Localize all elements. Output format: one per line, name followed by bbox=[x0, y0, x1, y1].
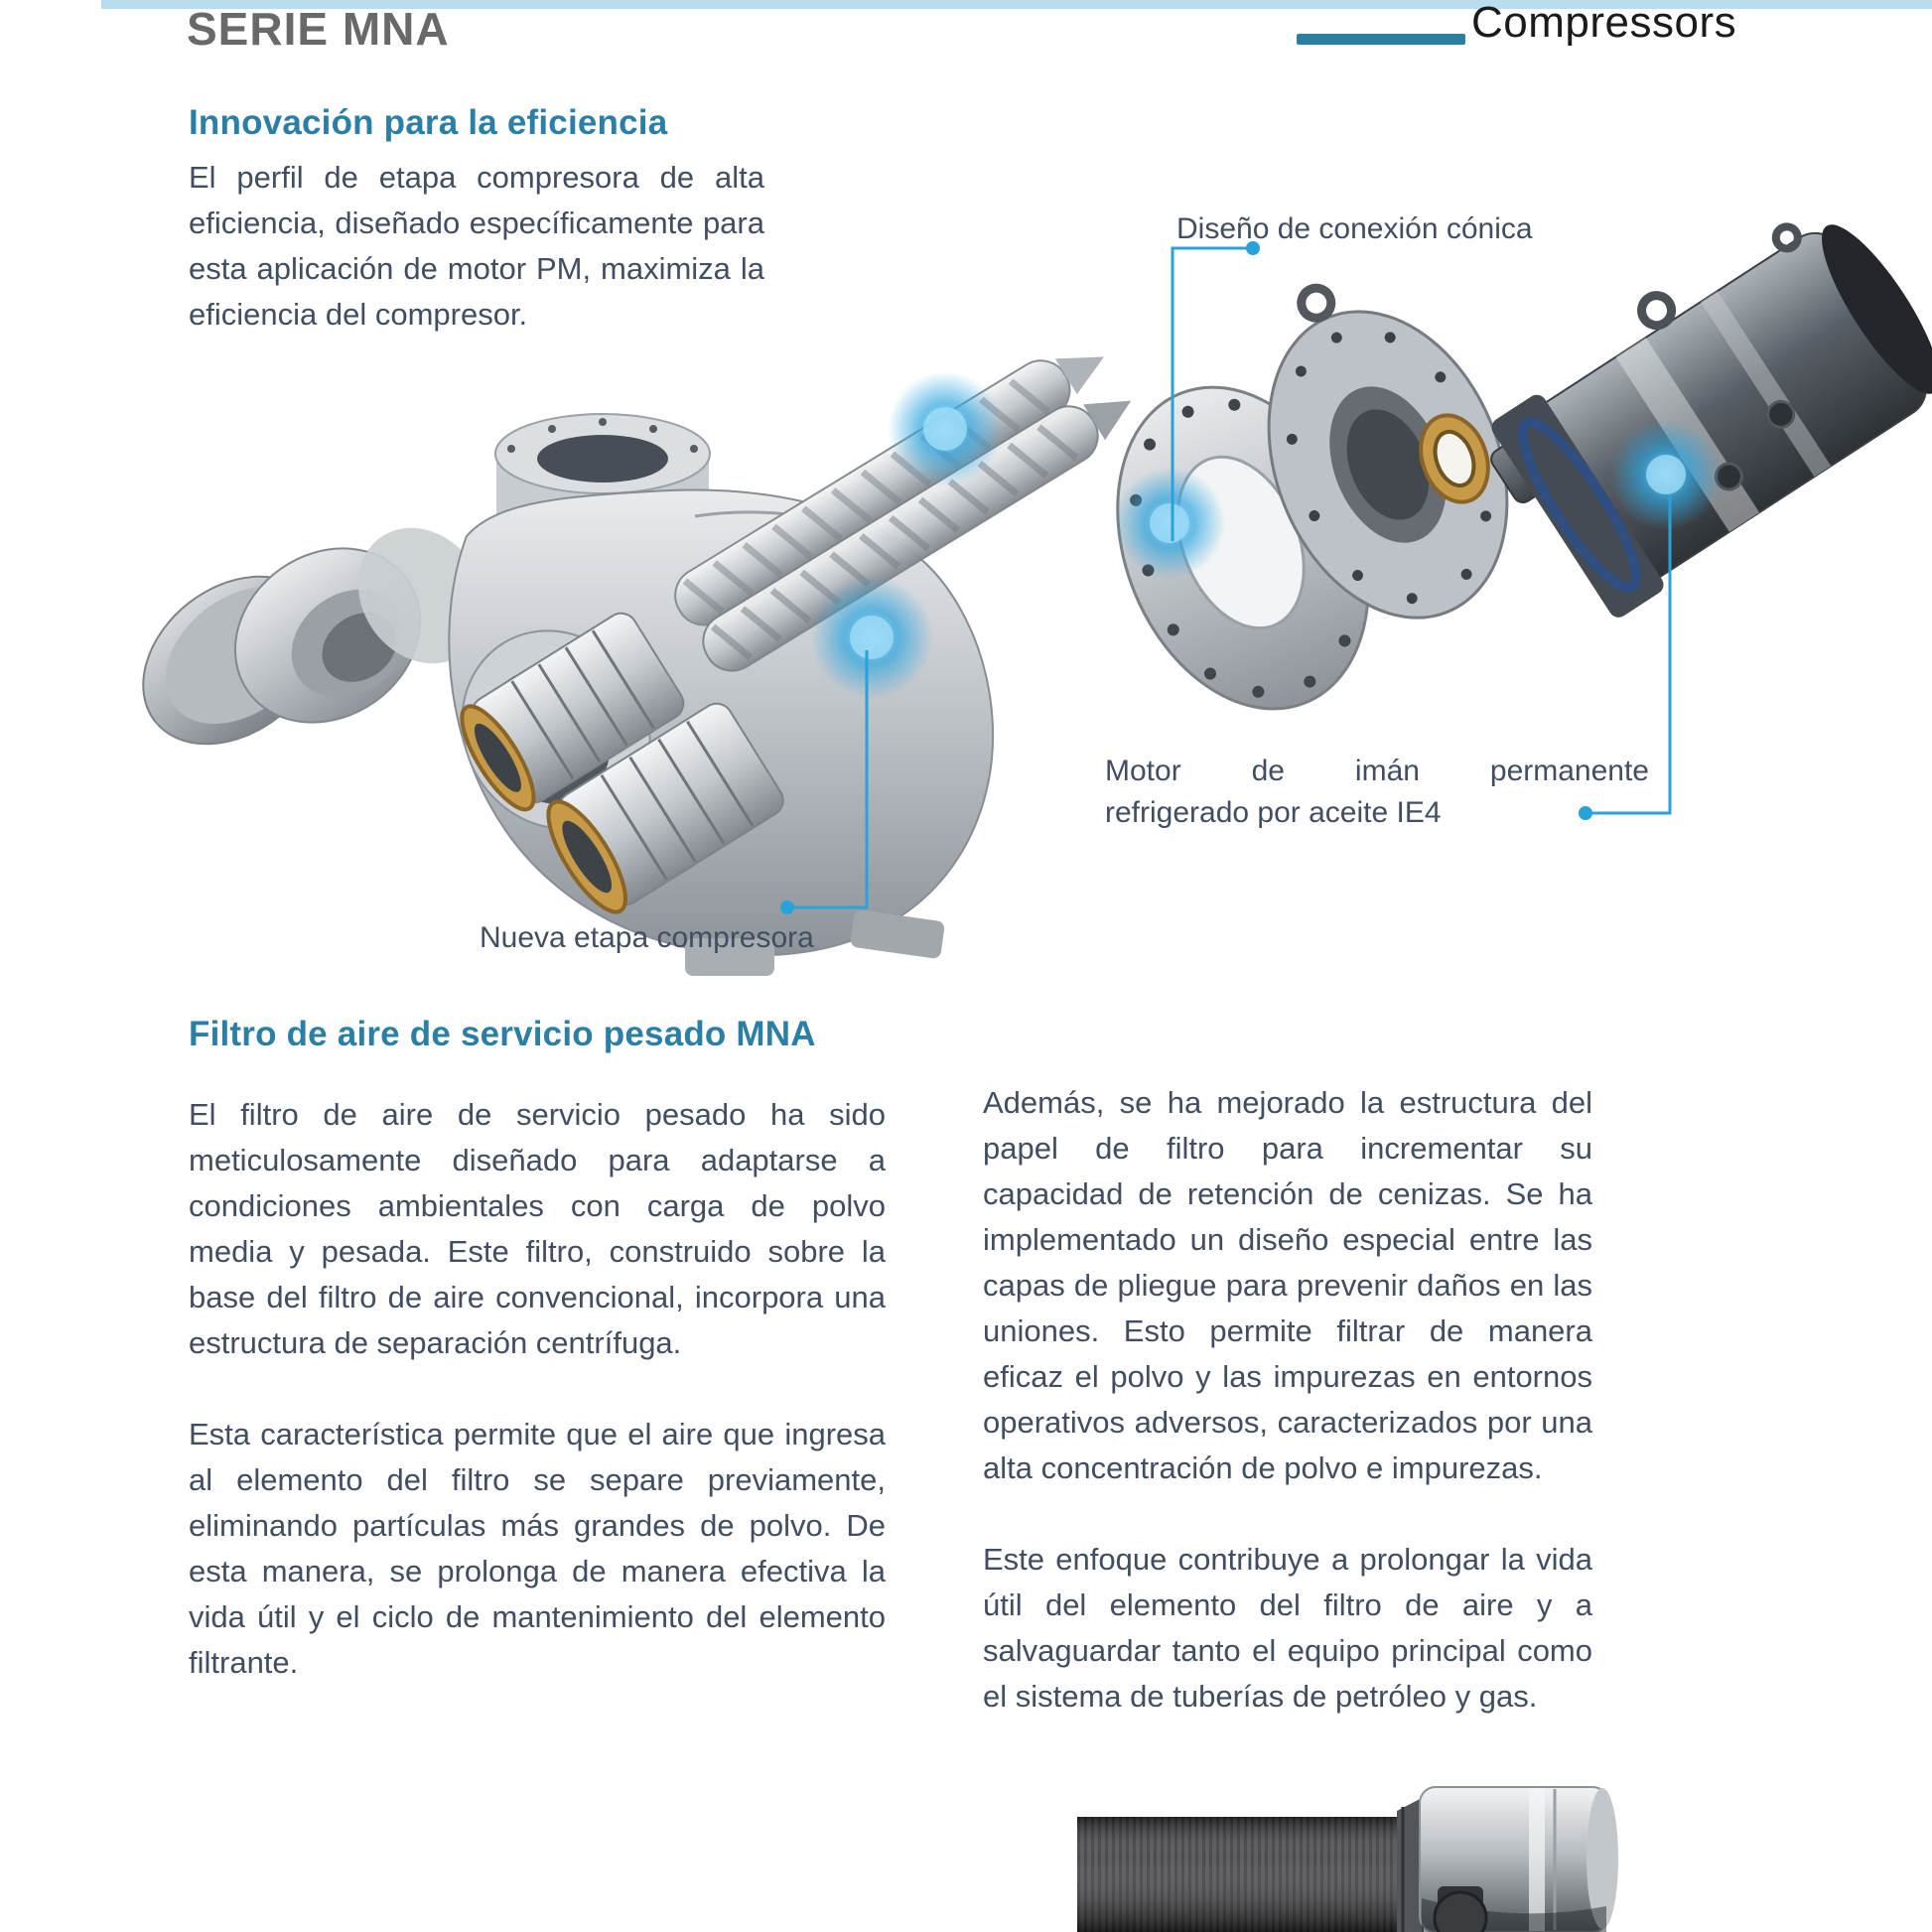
callout-new-stage: Nueva etapa compresora bbox=[480, 921, 814, 954]
filter-section-heading: Filtro de aire de servicio pesado MNA bbox=[189, 1015, 816, 1053]
filter-right-paragraph-1: Además, se ha mejorado la estructura del papel de filtro para incrementar su capacidad de retención de cenizas. Se ha implementado un diseño especial entre las capas de pliegue para prevenir daños en las uniones. Esto permite filtrar de manera eficaz el polvo y las impurezas en entornos operativos adversos, caracterizados por una alta concentración de polvo e impurezas. bbox=[983, 1085, 1592, 1485]
exploded-compressor-illustration bbox=[0, 149, 1932, 983]
lifting-eye-icon bbox=[1297, 284, 1335, 323]
filter-right-paragraph-2: Este enfoque contribuye a prolongar la vida útil del elemento del filtro de aire y a salvaguardar tanto el equipo principal como el sistema de tuberías de petróleo y gas. bbox=[983, 1542, 1592, 1714]
air-filter-illustration bbox=[1042, 1777, 1688, 1932]
filter-left-paragraph-1: El filtro de aire de servicio pesado ha sido meticulosamente diseñado para adaptarse a condiciones ambientales con carga de polvo media y pesada. Este filtro, construido sobre la base del filtro de aire convencional, incorpora una estructura de separación centrífuga. bbox=[189, 1097, 886, 1360]
intro-heading: Innovación para la eficiencia bbox=[189, 103, 668, 142]
intro-paragraph: El perfil de etapa compresora de alta eficiencia, diseñado específicamente para esta aplicación de motor PM, maximiza la eficiencia del compresor. bbox=[189, 160, 764, 332]
brand-logo bbox=[1297, 0, 1932, 69]
logo-line-icon bbox=[1297, 34, 1465, 45]
filter-head bbox=[1420, 1787, 1618, 1932]
callout-pm-motor-line1: Motor de imán permanente bbox=[1105, 755, 1649, 787]
series-title: SERIE MNA bbox=[187, 3, 450, 55]
filter-element-tube bbox=[1077, 1817, 1397, 1932]
callout-conical-connection: Diseño de conexión cónica bbox=[1176, 212, 1533, 245]
filter-right-column bbox=[983, 1080, 1592, 1720]
callout-pm-motor bbox=[1105, 751, 1649, 834]
pm-motor-illustration bbox=[1477, 180, 1932, 621]
callout-pm-motor-line2: refrigerado por aceite IE4 bbox=[1105, 796, 1442, 829]
filter-left-paragraph-2: Esta característica permite que el aire que ingresa al elemento del filtro se separe previamente, eliminando partículas más grandes de polvo. De esta manera, se prolonga de manera efectiva la vida útil y el ciclo de mantenimiento del elemento filtrante. bbox=[189, 1417, 886, 1680]
brand-name: Compressors bbox=[1471, 0, 1737, 47]
filter-left-column bbox=[189, 1092, 886, 1686]
